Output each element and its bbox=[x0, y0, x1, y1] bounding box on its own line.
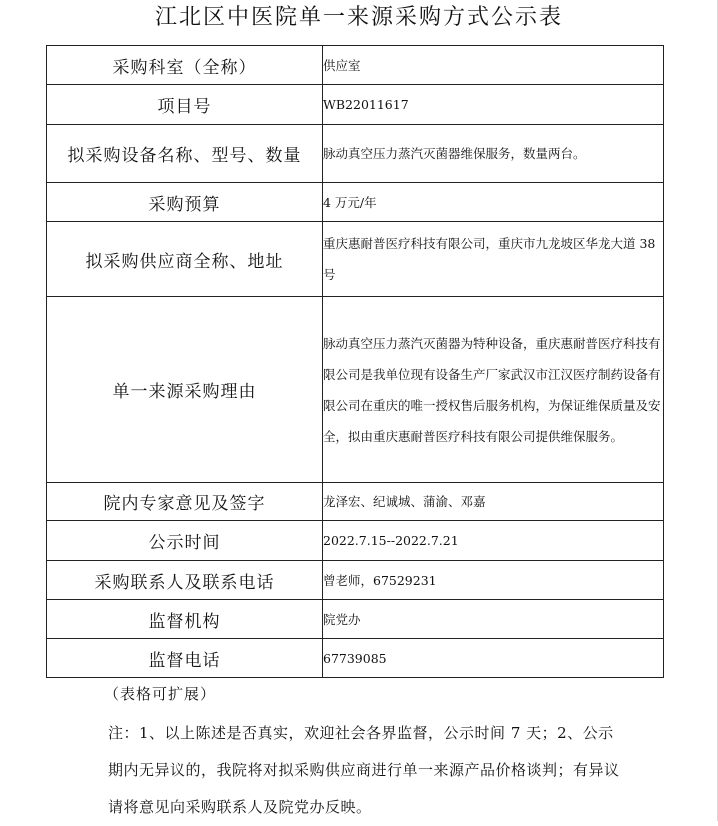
table-row bbox=[47, 483, 664, 521]
row-label: 拟采购供应商全称、地址 bbox=[47, 222, 323, 297]
row-value: 2022.7.15--2022.7.21 bbox=[323, 521, 664, 561]
table-row bbox=[47, 222, 664, 297]
row-value: 脉动真空压力蒸汽灭菌器为特种设备，重庆惠耐普医疗科技有限公司是我单位现有设备生产厂家武汉市江汉医疗制药设备有限公司在重庆的唯一授权售后服务机构，为保证维保质量及安全，拟由重庆惠耐普医疗科技有限公司提供维保服务。 bbox=[323, 297, 664, 483]
footnote: 注：1、以上陈述是否真实，欢迎社会各界监督，公示时间 7 天；2、公示期内无异议的，我院将对拟采购供应商进行单一来源产品价格谈判；有异议请将意见向采购联系人及院党办反映。 bbox=[108, 724, 620, 816]
table-row bbox=[47, 561, 664, 600]
table-row bbox=[47, 639, 664, 678]
row-label: 拟采购设备名称、型号、数量 bbox=[47, 125, 323, 183]
row-label: 采购联系人及联系电话 bbox=[47, 561, 323, 600]
table-expand-note: （表格可扩展） bbox=[104, 685, 217, 703]
document-title: 江北区中医院单一来源采购方式公示表 bbox=[154, 5, 563, 30]
row-value: 重庆惠耐普医疗科技有限公司，重庆市九龙坡区华龙大道 38 号 bbox=[323, 222, 664, 297]
row-value: 脉动真空压力蒸汽灭菌器维保服务，数量两台。 bbox=[323, 125, 664, 183]
table-row bbox=[47, 521, 664, 561]
table-row bbox=[47, 183, 664, 222]
row-label: 采购预算 bbox=[47, 183, 323, 222]
row-value: 院党办 bbox=[323, 600, 664, 639]
table-row bbox=[47, 85, 664, 125]
row-value: 4 万元/年 bbox=[323, 183, 664, 222]
row-value: 龙泽宏、纪诚城、蒲渝、邓嘉 bbox=[323, 483, 664, 521]
row-label: 公示时间 bbox=[47, 521, 323, 561]
notice-table bbox=[46, 45, 664, 678]
table-row bbox=[47, 125, 664, 183]
row-label: 院内专家意见及签字 bbox=[47, 483, 323, 521]
row-label: 单一来源采购理由 bbox=[47, 297, 323, 483]
row-label: 监督电话 bbox=[47, 639, 323, 678]
table-row bbox=[47, 46, 664, 85]
table-row bbox=[47, 297, 664, 483]
row-value: WB22011617 bbox=[323, 85, 664, 125]
row-value: 曾老师，67529231 bbox=[323, 561, 664, 600]
row-label: 监督机构 bbox=[47, 600, 323, 639]
row-label: 项目号 bbox=[47, 85, 323, 125]
table-row bbox=[47, 600, 664, 639]
row-value: 67739085 bbox=[323, 639, 664, 678]
row-value: 供应室 bbox=[323, 46, 664, 85]
row-label: 采购科室（全称） bbox=[47, 46, 323, 85]
